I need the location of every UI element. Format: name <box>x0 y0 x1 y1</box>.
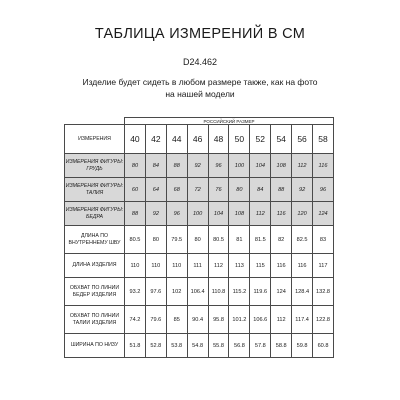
table-cell: 124 <box>271 278 292 306</box>
table-cell: 120 <box>292 202 313 226</box>
table-cell: 54.8 <box>187 334 208 358</box>
table-cell: 101.2 <box>229 306 250 334</box>
table-cell: 110 <box>145 254 166 278</box>
table-cell: 96 <box>166 202 187 226</box>
table-row <box>65 154 334 178</box>
table-cell: 53.8 <box>166 334 187 358</box>
table-cell: 113 <box>229 254 250 278</box>
table-cell: 93.2 <box>125 278 146 306</box>
table-cell: 68 <box>166 178 187 202</box>
table-cell: 57.8 <box>250 334 271 358</box>
size-header-row <box>65 125 334 154</box>
table-cell: 128.4 <box>292 278 313 306</box>
table-cell: 55.8 <box>208 334 229 358</box>
table-cell: 80 <box>125 154 146 178</box>
row-label: ОБХВАТ ПО ЛИНИИ БЕДЕР ИЗДЕЛИЯ <box>65 278 125 306</box>
table-cell: 104 <box>208 202 229 226</box>
table-cell: 81.5 <box>250 226 271 254</box>
table-cell: 83 <box>313 226 334 254</box>
row-label: ИЗМЕРЕНИЯ ФИГУРЫ: ГРУДЬ <box>65 154 125 178</box>
row-label: ДЛИНА ПО ВНУТРЕННЕМУ ШВУ <box>65 226 125 254</box>
table-row <box>65 278 334 306</box>
table-cell: 59.8 <box>292 334 313 358</box>
group-header: РОССИЙСКИЙ РАЗМЕР <box>125 118 334 125</box>
table-row <box>65 334 334 358</box>
table-cell: 116 <box>271 254 292 278</box>
table-row <box>65 202 334 226</box>
table-cell: 76 <box>208 178 229 202</box>
group-header-spacer <box>65 118 125 125</box>
table-cell: 116 <box>271 202 292 226</box>
table-cell: 106.6 <box>250 306 271 334</box>
group-header-row <box>65 118 334 125</box>
table-cell: 112 <box>250 202 271 226</box>
table-cell: 81 <box>229 226 250 254</box>
table-cell: 106.4 <box>187 278 208 306</box>
table-cell: 92 <box>187 154 208 178</box>
table-cell: 88 <box>125 202 146 226</box>
table-cell: 112 <box>208 254 229 278</box>
fit-note: Изделие будет сидеть в любом размере также, как на фото на нашей модели <box>82 77 318 99</box>
table-cell: 112 <box>271 306 292 334</box>
table-cell: 84 <box>145 154 166 178</box>
table-cell: 84 <box>250 178 271 202</box>
size-header-cell: 50 <box>229 125 250 154</box>
page-title: ТАБЛИЦА ИЗМЕРЕНИЙ В СМ <box>94 26 306 42</box>
table-cell: 104 <box>250 154 271 178</box>
table-cell: 80 <box>145 226 166 254</box>
row-label: ДЛИНА ИЗДЕЛИЯ <box>65 254 125 278</box>
table-cell: 122.8 <box>313 306 334 334</box>
table-cell: 108 <box>229 202 250 226</box>
table-cell: 52.8 <box>145 334 166 358</box>
table-cell: 80 <box>187 226 208 254</box>
table-cell: 92 <box>145 202 166 226</box>
table-cell: 80.5 <box>125 226 146 254</box>
size-header-cell: 58 <box>313 125 334 154</box>
table-cell: 117 <box>313 254 334 278</box>
size-table-body <box>65 118 334 358</box>
table-cell: 80.5 <box>208 226 229 254</box>
table-cell: 60 <box>125 178 146 202</box>
table-cell: 100 <box>187 202 208 226</box>
table-cell: 108 <box>271 154 292 178</box>
size-header-cell: 42 <box>145 125 166 154</box>
row-label: ОБХВАТ ПО ЛИНИИ ТАЛИИ ИЗДЕЛИЯ <box>65 306 125 334</box>
table-cell: 82.5 <box>292 226 313 254</box>
size-header-cell: 48 <box>208 125 229 154</box>
table-cell: 74.2 <box>125 306 146 334</box>
size-header-cell: 46 <box>187 125 208 154</box>
table-cell: 110.8 <box>208 278 229 306</box>
size-header-cell: 54 <box>271 125 292 154</box>
table-cell: 116 <box>292 254 313 278</box>
table-cell: 95.8 <box>208 306 229 334</box>
size-table <box>64 117 334 358</box>
article-number: D24.462 <box>182 57 218 67</box>
size-header-cell: 40 <box>125 125 146 154</box>
table-cell: 100 <box>229 154 250 178</box>
table-cell: 82 <box>271 226 292 254</box>
table-row <box>65 254 334 278</box>
table-cell: 96 <box>313 178 334 202</box>
table-row <box>65 306 334 334</box>
table-cell: 111 <box>187 254 208 278</box>
corner-label: ИЗМЕРЕНИЯ <box>65 125 125 154</box>
table-cell: 92 <box>292 178 313 202</box>
table-cell: 112 <box>292 154 313 178</box>
table-row <box>65 226 334 254</box>
table-cell: 79.5 <box>166 226 187 254</box>
table-cell: 51.8 <box>125 334 146 358</box>
table-cell: 80 <box>229 178 250 202</box>
table-cell: 85 <box>166 306 187 334</box>
table-row <box>65 178 334 202</box>
table-cell: 64 <box>145 178 166 202</box>
row-label: ИЗМЕРЕНИЯ ФИГУРЫ: ТАЛИЯ <box>65 178 125 202</box>
table-cell: 72 <box>187 178 208 202</box>
size-header-cell: 44 <box>166 125 187 154</box>
table-cell: 102 <box>166 278 187 306</box>
table-cell: 79.6 <box>145 306 166 334</box>
table-cell: 60.8 <box>313 334 334 358</box>
row-label: ШИРИНА ПО НИЗУ <box>65 334 125 358</box>
table-cell: 119.6 <box>250 278 271 306</box>
table-cell: 115.2 <box>229 278 250 306</box>
table-cell: 116 <box>313 154 334 178</box>
row-label: ИЗМЕРЕНИЯ ФИГУРЫ: БЕДРА <box>65 202 125 226</box>
table-cell: 110 <box>166 254 187 278</box>
table-cell: 124 <box>313 202 334 226</box>
table-cell: 132.8 <box>313 278 334 306</box>
table-cell: 90.4 <box>187 306 208 334</box>
table-cell: 88 <box>166 154 187 178</box>
table-cell: 110 <box>125 254 146 278</box>
table-cell: 58.8 <box>271 334 292 358</box>
table-cell: 115 <box>250 254 271 278</box>
table-cell: 56.8 <box>229 334 250 358</box>
table-cell: 97.6 <box>145 278 166 306</box>
table-cell: 96 <box>208 154 229 178</box>
size-header-cell: 56 <box>292 125 313 154</box>
table-cell: 117.4 <box>292 306 313 334</box>
size-header-cell: 52 <box>250 125 271 154</box>
table-cell: 88 <box>271 178 292 202</box>
